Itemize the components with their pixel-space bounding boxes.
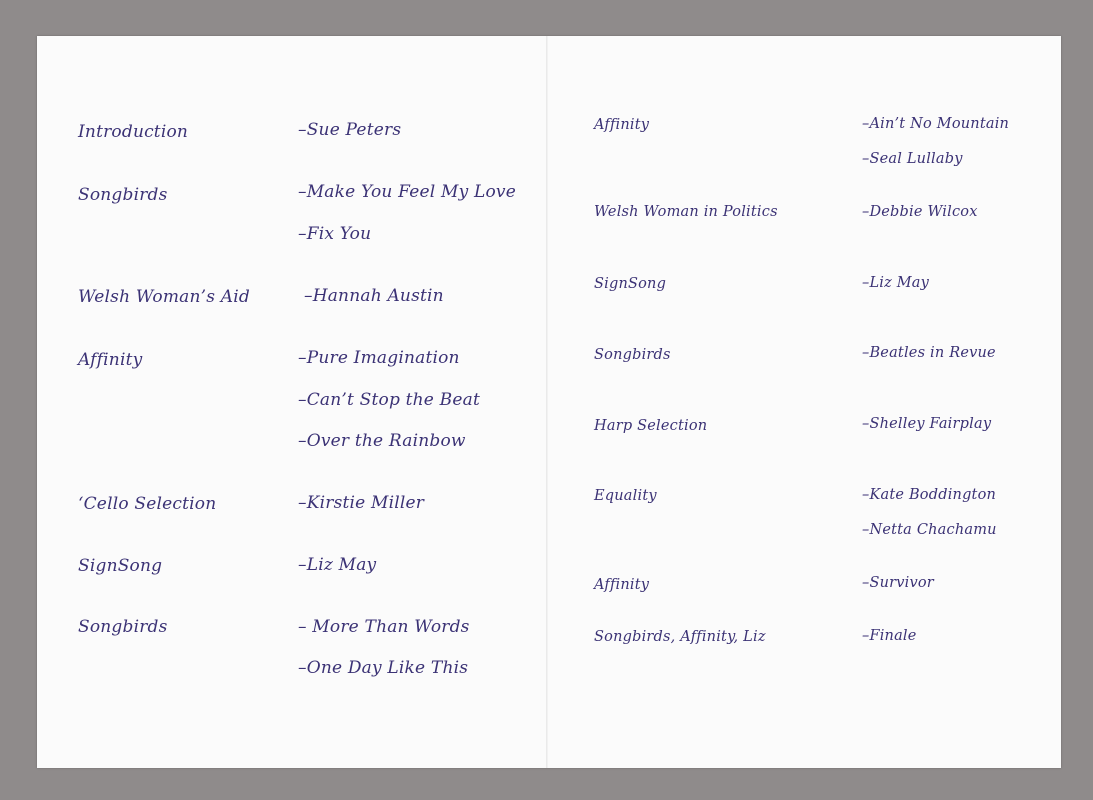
performance-item: –Seal Lullaby [862,151,963,167]
performance-item: –Fix You [298,224,372,244]
performance-item: –Make You Feel My Love [298,182,516,202]
performance-item: –Can’t Stop the Beat [298,390,480,410]
act-name: Introduction [78,122,189,142]
performance-item: –Kate Boddington [862,487,997,503]
act-name: Songbirds [78,617,168,637]
act-name: Affinity [594,117,650,133]
performance-item: –Netta Chachamu [862,522,997,538]
performance-item: – More Than Words [298,617,470,637]
performance-item: –Liz May [298,555,377,575]
act-name: Affinity [78,350,143,370]
act-name: SignSong [594,276,667,292]
act-name: Songbirds [594,347,671,363]
performance-item: –Over the Rainbow [298,431,466,451]
act-name: Songbirds, Affinity, Liz [594,629,766,645]
act-name: Equality [594,488,657,504]
performance-item: –Sue Peters [298,120,402,140]
performance-item: –Hannah Austin [304,286,444,306]
act-name: Harp Selection [594,418,708,434]
performance-item: –Ain’t No Mountain [862,116,1010,132]
act-name: Welsh Woman’s Aid [78,287,250,307]
performance-item: –Liz May [862,275,930,291]
programme-sheet [37,36,1061,768]
page-fold [546,36,548,768]
performance-item: –Finale [862,628,917,644]
performance-item: –Kirstie Miller [298,493,425,513]
act-name: ‘Cello Selection [78,494,217,514]
performance-item: –Pure Imagination [298,348,460,368]
act-name: Welsh Woman in Politics [594,204,778,220]
act-name: Songbirds [78,185,168,205]
act-name: SignSong [78,556,163,576]
performance-item: –Survivor [862,575,934,591]
performance-item: –One Day Like This [298,658,469,678]
performance-item: –Beatles in Revue [862,345,996,361]
performance-item: –Shelley Fairplay [862,416,992,432]
performance-item: –Debbie Wilcox [862,204,978,220]
act-name: Affinity [594,577,650,593]
